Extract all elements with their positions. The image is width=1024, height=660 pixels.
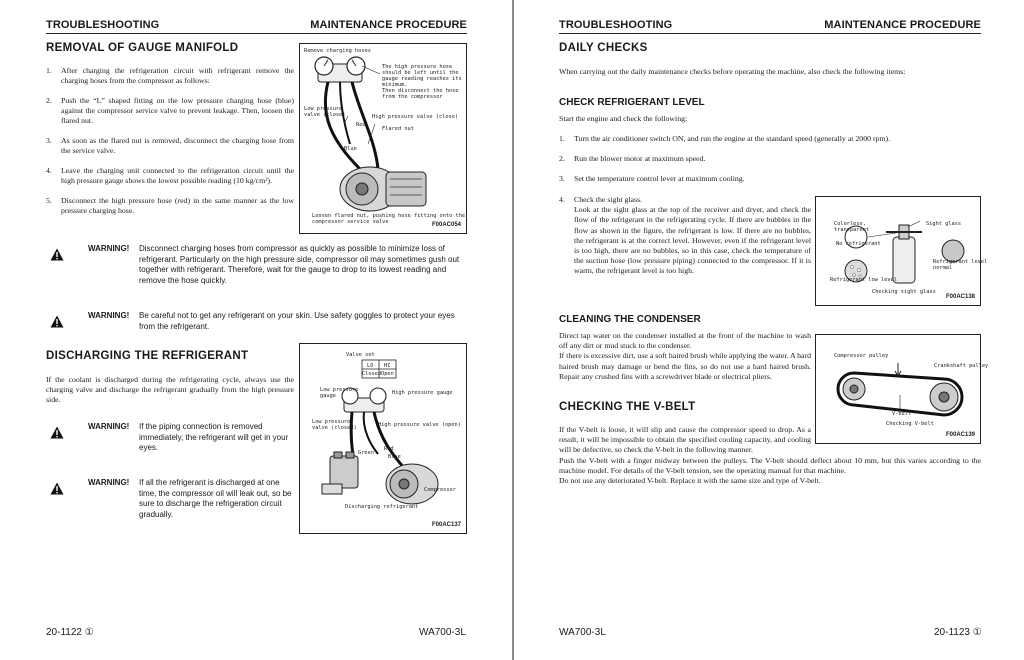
label-level-normal: Refrigerant level normal (933, 259, 988, 271)
label-hi: HI (384, 363, 391, 369)
label-blue: Blue (344, 146, 357, 152)
figure-discharging-refrigerant (299, 343, 467, 534)
page-header (559, 19, 981, 34)
figure-caption: Discharging refrigerant (345, 504, 419, 510)
list-item: 3. Set the temperature control lever at maximum cooling. (559, 174, 745, 183)
label-green: Green (358, 450, 374, 456)
page-number: 20-1123 ① (934, 627, 982, 638)
warning-icon (50, 315, 64, 328)
figure-checking-sight-glass (815, 196, 988, 306)
label-colorless: Colorless, transparent (834, 221, 870, 233)
section-title-refrigerant: CHECK REFRIGERANT LEVEL (559, 97, 705, 108)
figure-remove-charging-hoses (299, 43, 467, 234)
figure-code: F00AC137 (431, 522, 461, 528)
label-compressor: Compressor (424, 487, 456, 493)
warning-block (48, 244, 466, 286)
figure-checking-vbelt (815, 334, 989, 444)
list-item: 5. Disconnect the high pressure hose (red) in the same manner as the low pressure charging hose. (46, 196, 294, 216)
header-section: TROUBLESHOOTING (46, 19, 160, 31)
page-number: 20-1122 ① (46, 627, 94, 638)
label-valve-set: Valve set (346, 352, 375, 358)
label-flared-nut: Flared nut (382, 126, 414, 132)
list-item: 3. As soon as the flared nut is removed, disconnect the charging hose from the service valve. (46, 136, 294, 156)
warning-text: Disconnect charging hoses from compressor as quickly as possible to minimize loss of refrigerant. Particularly on the high pressure side, compressor oil may sometimes gush out together with refrigerant. Therefore, wait for the gauge to drop to its lowest reading and remove the hose quickly. (139, 244, 460, 285)
label-low-pressure-valve: Low pressure valve (close) (304, 106, 346, 118)
section-title-daily-checks: DAILY CHECKS (559, 42, 648, 54)
warning-label: WARNING! (88, 478, 130, 487)
warning-block (48, 422, 292, 454)
condenser-text: Direct tap water on the condenser installed at the front of the machine to wash off any dirt or mud stuck to the condenser. If there is excessive dirt, use a soft haired brush while applying the water. A hard haired brush may damage or bend the fins, so do not use a hard haired brush. Repair any crushed fins with a screwdriver blade or electrical pliers. (559, 331, 811, 381)
label-red: Red (384, 446, 394, 452)
label-low-pressure-gauge: Low pressure gauge (320, 387, 359, 399)
right-page (514, 0, 1024, 660)
figure-caption: Checking sight glass (872, 289, 936, 295)
vbelt-text-1: If the V-belt is loose, it will slip and cause the compressor speed to drop. As a result, it will be impossible to obtain the specified cooling capacity, and cooling will be defective, so check the V-belt in the following manner. (559, 425, 811, 455)
label-vbelt: V-belt (892, 411, 912, 417)
warning-icon (50, 482, 64, 495)
label-low-level: Refrigerant low level (830, 277, 897, 283)
page-header (46, 19, 467, 34)
figure-caption: Checking V-belt (886, 421, 934, 427)
vbelt-text-2: Push the V-belt with a finger midway between the pulleys. The V-belt should deflect about 10 mm, but this varies according to the machine model. For details of the V-belt tension, see the operating manual for that machine. Do not use any deteriorated V-belt. Replace it with the same size and type of V-belt. (559, 456, 981, 486)
warning-block (48, 478, 292, 520)
label-sight-glass: Sight glass (926, 221, 962, 227)
warning-icon (50, 426, 64, 439)
header-chapter: MAINTENANCE PROCEDURE (824, 19, 981, 31)
figure-title: Remove charging hoses (304, 48, 371, 54)
list-item: 2. Push the “L” shaped fitting on the low pressure charging hose (blue) against the compressor service valve to prevent leakage. Then, loosen the flared nut. (46, 96, 294, 126)
label-high-pressure-valve: High pressure valve (close) (372, 114, 459, 120)
label-red: Red (356, 122, 366, 128)
warning-label: WARNING! (88, 422, 130, 431)
model-number: WA700-3L (419, 627, 466, 638)
warning-icon (50, 248, 64, 261)
section-title-vbelt: CHECKING THE V-BELT (559, 401, 696, 413)
warning-label: WARNING! (88, 311, 130, 320)
label-compressor-pulley: Compressor pulley (834, 353, 889, 359)
figure-code: F00AC139 (945, 432, 975, 438)
warning-block (48, 311, 466, 332)
list-item: 1. After charging the refrigeration circuit with refrigerant remove the charging hoses from the compressor as follows: (46, 66, 294, 86)
figure-note-high-pressure: The high pressure hose should be left until the gauge reading reaches its minimum. Then disconnect the hose from the compressor (382, 64, 462, 100)
label-blue: Blue (388, 454, 401, 460)
header-chapter: MAINTENANCE PROCEDURE (310, 19, 467, 31)
figure-caption: Loosen flared nut, pushing hose fitting onto the compressor service valve (312, 213, 466, 225)
list-item: 2. Run the blower motor at maximum speed. (559, 154, 706, 163)
label-no-refrigerant: No refrigerant (836, 241, 881, 247)
section-title-removal: REMOVAL OF GAUGE MANIFOLD (46, 42, 239, 54)
label-high-pressure-gauge: High pressure gauge (392, 390, 453, 396)
daily-checks-text: When carrying out the daily maintenance checks before operating the machine, also check the following items: (559, 67, 906, 76)
figure-code: F00AC138 (945, 294, 975, 300)
figure-code: F00AC054 (431, 222, 461, 228)
label-low-pressure-valve: Low pressure valve (closed) (312, 419, 357, 431)
warning-text: If all the refrigerant is discharged at one time, the compressor oil will leak out, so be sure to discharge the refrigeration circuit gradually. (139, 478, 292, 519)
label-open: Open (381, 371, 394, 377)
warning-label: WARNING! (88, 244, 130, 253)
section-title-condenser: CLEANING THE CONDENSER (559, 314, 701, 325)
discharging-text: If the coolant is discharged during the refrigerating cycle, always use the charging valve and discharge the refrigerant gradually from the high pressure side. (46, 375, 294, 405)
label-high-pressure-valve: High pressure valve (open) (378, 422, 461, 428)
warning-text: If the piping connection is removed immediately, the refrigerant will get in your eyes. (139, 422, 289, 453)
label-lo: LO (367, 363, 374, 369)
model-number: WA700-3L (559, 627, 606, 638)
label-crankshaft-pulley: Crankshaft pulley (934, 363, 989, 369)
header-section: TROUBLESHOOTING (559, 19, 673, 31)
list-item: 4. Check the sight glass. Look at the sight glass at the top of the receiver and dryer, and check the flow of the refrigerant in the refrigerating cycle. If there are bubbles in the flow as shown in the figure, the refrigerant is low. If there are no bubbles, the refrigerant is at the correct level. However, even if the refrigerant level is too high, there are no bubbles, so in this case, check the temperature of the suction hose (low pressure piping) connected to the compressor. If it is warm, the refrigerant level is too high. (559, 195, 811, 276)
warning-text: Be careful not to get any refrigerant on your skin. Use safety goggles to protect your eyes from the refrigerant. (139, 311, 455, 331)
list-item: 4. Leave the charging unit connected to the refrigeration circuit until the high pressure gauge shows the lowest possible reading (10 kg/cm²). (46, 166, 294, 186)
list-item: 1. Turn the air conditioner switch ON, and run the engine at the standard speed (generally at 2000 rpm). (559, 134, 891, 143)
label-closed: Closed (362, 371, 382, 377)
refrigerant-intro: Start the engine and check the following: (559, 114, 688, 123)
section-title-discharging: DISCHARGING THE REFRIGERANT (46, 350, 249, 362)
